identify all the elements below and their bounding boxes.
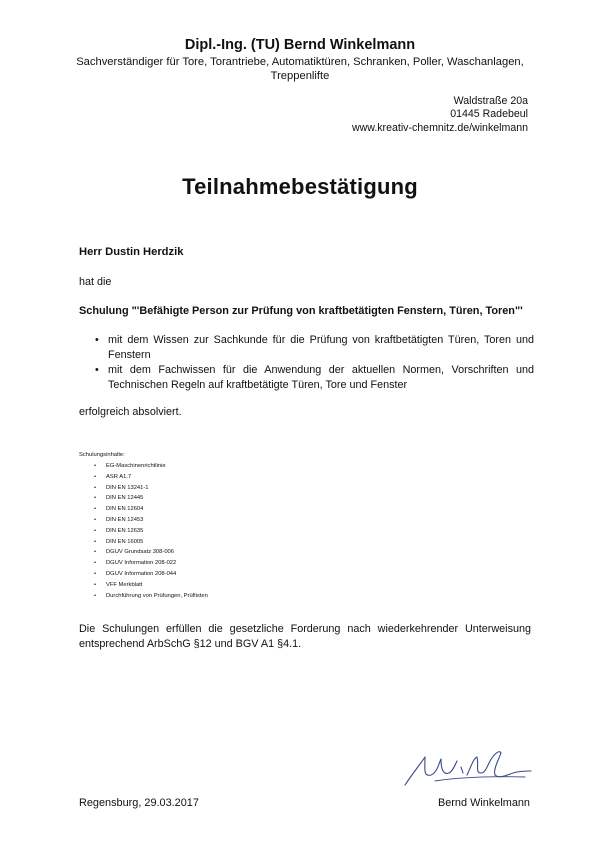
- contents-list: [92, 461, 208, 601]
- bullet-icon: •: [94, 527, 97, 534]
- contents-item: • DGUV Information 208-044: [92, 569, 208, 580]
- issuer-name: Dipl.-Ing. (TU) Bernd Winkelmann: [184, 37, 416, 53]
- contents-item: • DGUV Grundsatz 308-006: [92, 547, 208, 558]
- qualification-text: mit dem Fachwissen für die Anwendung der aktuellen Normen, Vorschriften und Technischen Regeln auf kraftbetätigte Türen, Tore und Fenster: [108, 364, 534, 391]
- document-title: Teilnahmebestätigung: [182, 174, 418, 199]
- contents-item: • VFF Merkblatt: [92, 580, 208, 591]
- contents-item: • DIN EN 12604: [92, 504, 208, 515]
- recipient-name: Herr Dustin Herdzik: [79, 246, 184, 258]
- legal-statement: Die Schulungen erfüllen die gesetzliche Forderung nach wiederkehrender Unterweisung entsprechend ArbSchG §12 und BGV A1 §4.1.: [79, 623, 531, 650]
- bullet-icon: •: [94, 592, 97, 599]
- intro-text: hat die: [79, 276, 112, 288]
- bullet-icon: •: [94, 473, 97, 480]
- issuer-address: [352, 95, 528, 135]
- bullet-icon: •: [94, 538, 97, 545]
- bullet-icon: •: [94, 549, 97, 556]
- bullet-icon: •: [94, 506, 97, 513]
- bullet-icon: •: [94, 581, 97, 588]
- bullet-icon: •: [94, 560, 97, 567]
- address-street: Waldstraße 20a: [453, 95, 528, 107]
- contents-item: • DIN EN 12635: [92, 526, 208, 537]
- bullet-icon: •: [94, 463, 97, 469]
- issuer-subtitle: Sachverständiger für Tore, Torantriebe, Automatiktüren, Schranken, Poller, Waschanlagen, Treppenlifte: [76, 56, 524, 82]
- place-and-date: Regensburg, 29.03.2017: [79, 797, 199, 809]
- qualification-item: [94, 363, 534, 393]
- bullet-icon: •: [94, 495, 97, 502]
- bullet-icon: •: [95, 364, 99, 376]
- qualification-list: [94, 333, 534, 393]
- bullet-icon: •: [94, 484, 97, 491]
- qualification-item: [94, 333, 534, 363]
- success-text: erfolgreich absolviert.: [79, 406, 182, 418]
- qualification-text: mit dem Wissen zur Sachkunde für die Prüfung von kraftbetätigten Türen, Toren und Fenstern: [108, 334, 534, 361]
- contents-item: • DGUV Information 208-022: [92, 558, 208, 569]
- signer-name: Bernd Winkelmann: [437, 797, 530, 809]
- handwritten-signature: [395, 745, 535, 795]
- contents-item: • DIN EN 12453: [92, 515, 208, 526]
- bullet-icon: •: [94, 516, 97, 523]
- course-title: Schulung "'Befähigte Person zur Prüfung von kraftbetätigten Fenstern, Türen, Toren"': [79, 305, 523, 317]
- contents-item: • DIN EN 13241-1: [92, 483, 208, 494]
- bullet-icon: •: [95, 334, 99, 346]
- address-city: 01445 Radebeul: [450, 108, 528, 121]
- contents-item: • DIN EN 16005: [92, 537, 208, 548]
- contents-heading: Schulungsinhalte:: [79, 452, 125, 458]
- contents-item: • Durchführung von Prüfungen, Prüflisten: [92, 591, 208, 602]
- contents-item: • ASR A1.7: [92, 472, 208, 483]
- contents-item: • DIN EN 12445: [92, 493, 208, 504]
- address-website: www.kreativ-chemnitz.de/winkelmann: [351, 121, 528, 134]
- bullet-icon: •: [94, 570, 97, 577]
- contents-item: • EG-Maschinenrichtlinie: [92, 461, 208, 472]
